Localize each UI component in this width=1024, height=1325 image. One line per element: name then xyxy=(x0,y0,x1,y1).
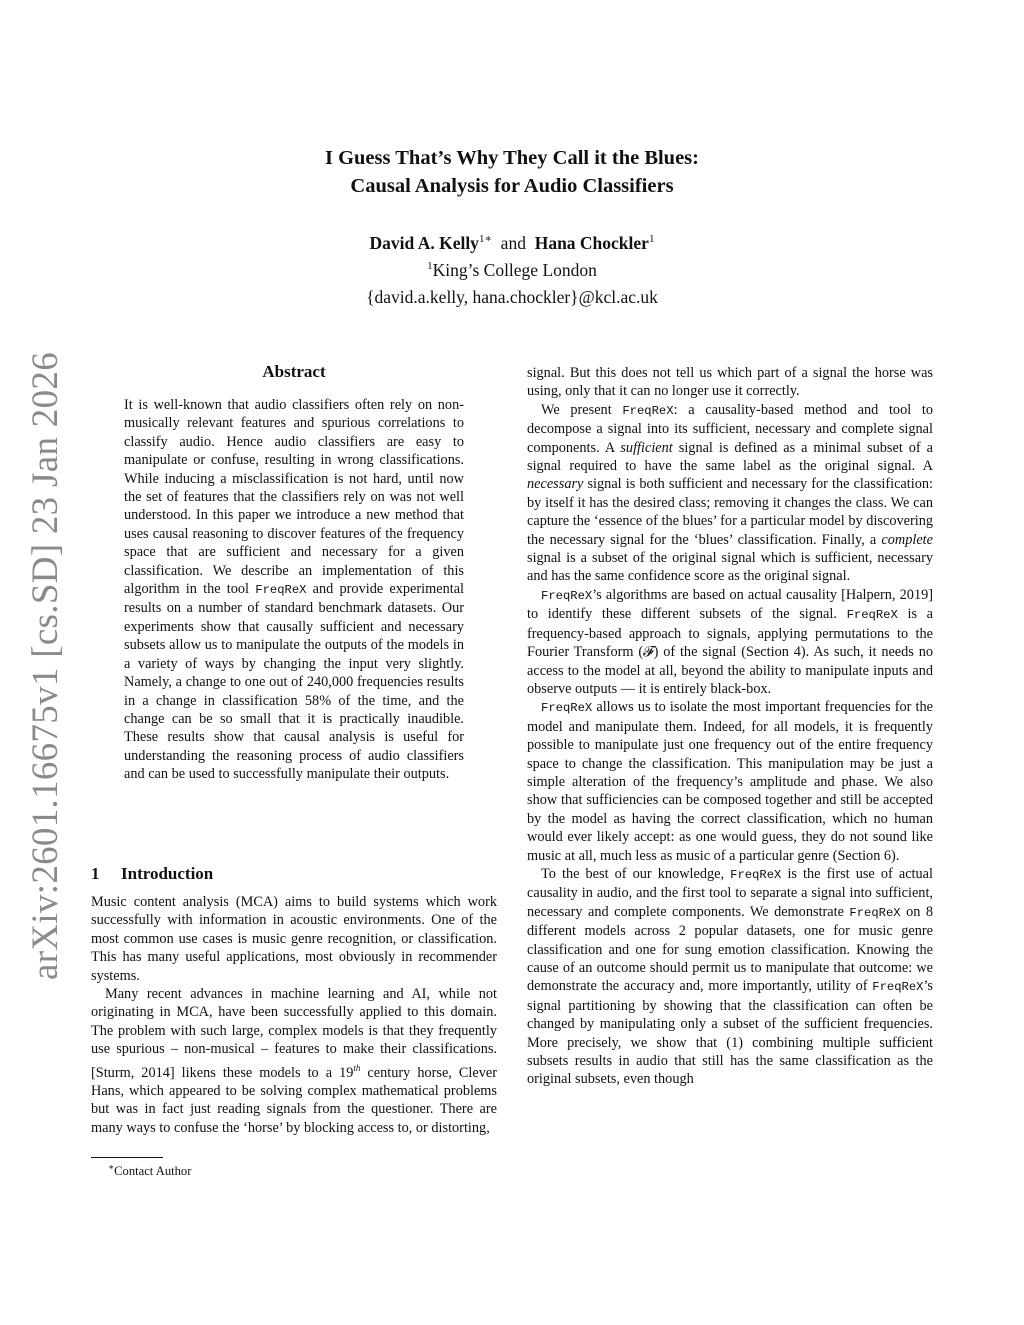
right-paragraph-4 xyxy=(527,698,933,865)
right-paragraph-3 xyxy=(527,586,933,698)
footnote xyxy=(108,1162,191,1179)
intro-paragraph-1: Music content analysis (MCA) aims to build systems which work successfully with information in acoustic environments. One of the most common use cases is music genre recognition, or classification. This has many useful applications, most obviously in recommender systems. xyxy=(91,894,497,984)
right-column xyxy=(527,364,933,1089)
tool-name: FreqReX xyxy=(849,905,901,920)
author-2: Hana Chockler xyxy=(534,233,649,253)
author-2-mark: 1 xyxy=(648,233,655,246)
term-complete: complete xyxy=(881,531,933,548)
intro-p2-text-a: Many recent advances in machine learning and AI, while not originating in MCA, have been successfully applied to this domain. The problem with such large, complex models is that they frequently use spurious – non-musical – features to make their classifications. [Sturm, 2014] likens these models to a 19 xyxy=(91,986,497,1081)
section-number: 1 xyxy=(91,864,100,883)
paper-title xyxy=(200,144,824,200)
title-line-2: Causal Analysis for Audio Classifiers xyxy=(350,175,674,197)
abstract-text-2: and provide experimental results on a number of standard benchmark datasets. Our experiments show that causally sufficient and necessary subsets allow us to manipulate the outputs of the models in a variety of ways by changing the input very slightly. Namely, a change to one out of 240,000 frequencies results in a change in classification 58% of the time, and the change can be so small that it is practically inaudible. These results show that causal analysis is useful for understanding the reasoning process of audio classifiers and can be used to successfully manipulate their outputs. xyxy=(124,581,465,783)
footnote-mark: ∗ xyxy=(108,1162,115,1172)
arxiv-identifier-stamp: arXiv:2601.16675v1 [cs.SD] 23 Jan 2026 xyxy=(25,351,66,980)
author-conjunction: and xyxy=(500,233,526,253)
title-line-1: I Guess That’s Why They Call it the Blues: xyxy=(324,147,699,169)
rp3-a: ’s algorithms are based on actual causality [Halpern, 2019] to identify these different subsets of the signal. xyxy=(527,586,933,623)
abstract-text-1: It is well-known that audio classifiers often rely on non-musically relevant features and spurious correlations to classify audio. Hence audio classifiers are easy to manipulate or confuse, resulting in wrong classifications. While inducing a misclassification is not hard, until now the set of features that the classifiers rely on was not well understood. In this paper we introduce a new method that uses causal reasoning to discover features of the frequency space that are sufficient and necessary for a given classification. We describe an implementation of this algorithm in the tool xyxy=(124,397,464,598)
rp2-b: : a causality-based method and tool to decompose a signal into its sufficient, necessary and complete signal components. A xyxy=(527,401,933,456)
intro-p2-sup: th xyxy=(353,1062,361,1073)
affiliation-mark: 1 xyxy=(427,260,433,273)
rp2-a: We present xyxy=(541,401,623,418)
abstract-body xyxy=(124,396,464,784)
author-line xyxy=(200,230,824,257)
tool-name: FreqReX xyxy=(872,980,924,995)
author-1: David A. Kelly xyxy=(369,233,479,253)
intro-left-column xyxy=(91,893,497,1137)
footnote-text: Contact Author xyxy=(114,1164,192,1179)
right-paragraph-1: signal. But this does not tell us which part of a signal the horse was using, only that it can no longer use it correctly. xyxy=(527,365,933,400)
affiliation: King’s College London xyxy=(432,260,597,280)
section-heading-introduction xyxy=(91,864,213,884)
intro-p2-text-b: century horse, Clever Hans, which appeared to be solving complex mathematical problems but was in fact just reading signals from the questioner. There are many ways to confuse the ‘horse’ by blocking access to, or distorting, xyxy=(91,1064,497,1136)
author-block xyxy=(200,230,824,311)
rp2-c: signal is defined as a minimal subset of a signal required to have the same label as the original signal. A xyxy=(527,439,933,475)
tool-name: FreqReX xyxy=(846,608,898,623)
intro-paragraph-2 xyxy=(91,985,497,1137)
tool-name: FreqReX xyxy=(255,583,307,598)
term-necessary: necessary xyxy=(527,476,584,493)
tool-name: FreqReX xyxy=(622,403,674,418)
abstract-heading: Abstract xyxy=(262,362,326,381)
section-title: Introduction xyxy=(121,864,214,883)
author-emails: {david.a.kelly, hana.chockler}@kcl.ac.uk xyxy=(366,287,658,307)
author-1-mark: 1∗ xyxy=(478,233,492,246)
rp5-a: To the best of our knowledge, xyxy=(541,865,731,882)
footnote-rule xyxy=(91,1157,163,1158)
rp3-b: is a frequency-based approach to signals, applying permutations to the Fourier Transform (𝓕) of the signal (Section 4). As such, it needs no access to the model at all, beyond the ability to manipulate inputs and observe outputs — it is entirely black-box. xyxy=(527,606,934,697)
term-sufficient: sufficient xyxy=(620,439,673,456)
tool-name: FreqReX xyxy=(541,701,593,716)
right-paragraph-5 xyxy=(527,865,933,1089)
rp4-a: allows us to isolate the most important frequencies for the model and manipulate them. Indeed, for all models, it is frequently possible to manipulate just one frequency out of the entire frequency space to change the classification. This manipulation may be just a simple alteration of the frequency’s amplitude and phase. We also show that sufficiencies can be composed together and still be accepted by the model as having the correct classification, which no human would ever likely accept: as one would guess, they do not sound like music at all, much less as music of a particular genre (Section 6). xyxy=(527,699,933,864)
tool-name: FreqReX xyxy=(730,867,782,882)
rp5-b: is the first use of actual causality in audio, and the first tool to separate a signal into sufficient, necessary and complete components. We demonstrate xyxy=(527,865,933,920)
rp2-e: signal is a subset of the original signal which is sufficient, necessary and has the same confidence score as the original signal. xyxy=(527,550,933,585)
affiliation-line xyxy=(200,257,824,284)
rp5-d: ’s signal partitioning by showing that the classification can often be changed by manipulating only a subset of the sufficient frequencies. More precisely, we show that (1) combining multiple sufficient subsets results in audio that still has the same classification as the original subsets, even though xyxy=(527,978,933,1088)
right-paragraph-2 xyxy=(527,401,933,586)
rp2-d: signal is both sufficient and necessary for the classification: by itself it has the desired class; removing it changes the class. We can capture the ‘essence of the blues’ for a particular model by discovering the necessary signal for the ‘blues’ classification. Finally, a xyxy=(527,476,933,548)
rp5-c: on 8 different models across 2 popular datasets, one for music genre classification and one for sung emotion classification. Knowing the cause of an outcome should permit us to manipulate that outcome: we demonstrate the accuracy and, more importantly, utility of xyxy=(527,903,933,995)
tool-name: FreqReX xyxy=(541,588,593,603)
